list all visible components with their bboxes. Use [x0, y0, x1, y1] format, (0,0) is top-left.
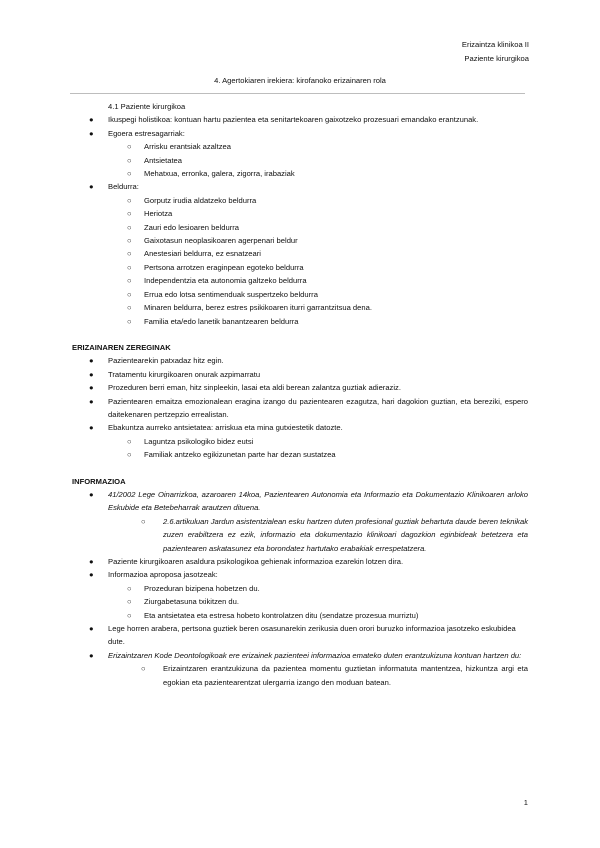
sub-list-item: ○ Ziurgabetasuna txikitzen du.	[72, 595, 528, 608]
section-heading-zereginak: ERIZAINAREN ZEREGINAK	[72, 342, 171, 352]
bullet-icon: ●	[89, 624, 94, 634]
list-item: ● Erizaintzaren Kode Deontologikoak ere erizainek pazienteei informazioa emateko duten erantzukizuna kontuan hartzen du:	[72, 649, 528, 662]
section-heading-4-1: 4.1 Paziente kirurgikoa	[108, 102, 186, 111]
list-item: ● Prozeduren berri eman, hitz sinpleekin, lasai eta aldi berean zalantza guztiak adieraziz.	[72, 381, 528, 394]
list-item: ● Tratamentu kirurgikoaren onurak azpimarratu	[72, 368, 528, 381]
section-heading-informazioa: INFORMAZIOA	[72, 476, 126, 486]
circle-bullet-icon: ○	[127, 249, 132, 259]
sub-list-item: ○ Laguntza psikologiko bidez eutsi	[72, 435, 528, 448]
sub-list-item: ○ Prozeduran bizipena hobetzen du.	[72, 582, 528, 595]
circle-bullet-icon: ○	[127, 583, 132, 593]
circle-bullet-icon: ○	[127, 222, 132, 232]
list-item: ● Paziente kirurgikoaren asaldura psikologikoa gehienak informazioa ezarekin lotzen dira.	[72, 555, 528, 568]
bullet-icon: ●	[89, 423, 94, 433]
sub-list-item: ○ Anestesiari beldurra, ez esnatzeari	[72, 247, 528, 260]
document-body	[72, 100, 528, 689]
bullet-icon: ●	[89, 489, 94, 499]
circle-bullet-icon: ○	[127, 142, 132, 152]
header-divider	[70, 93, 525, 94]
sub-list-item: ○ 2.6.artikuluan Jardun asistentzialean esku hartzen duten profesional guztiak behartuta daude beren teknikak zuzen erabiltzera ez ezik, informazio eta dokumentazio klinikoari dagozkion eginbideak betetzera eta pazientearen askatasunez eta borondatez hartutako erabakiak errespetatzera.	[141, 516, 528, 553]
list-item: ● Pazientearen emaitza emozionalean eragina izango du pazientearen ezagutza, hari dagokion guztian, eta bereziki, espero daitekenaren pertzepzio errealistan.	[89, 396, 528, 419]
header-subtitle: Paziente kirurgikoa	[464, 54, 529, 63]
sub-list-item: ○ Heriotza	[72, 207, 528, 220]
circle-bullet-icon: ○	[127, 155, 132, 165]
bullet-icon: ●	[89, 570, 94, 580]
circle-bullet-icon: ○	[127, 436, 132, 446]
sub-list-item: ○ Minaren beldurra, berez estres psikikoaren iturri garrantzitsua dena.	[72, 301, 528, 314]
sub-list-item: ○ Independentzia eta autonomia galtzeko beldurra	[72, 274, 528, 287]
bullet-icon: ●	[89, 383, 94, 393]
bullet-icon: ●	[89, 557, 94, 566]
circle-bullet-icon: ○	[127, 236, 132, 246]
chapter-title: 4. Agertokiaren irekiera: kirofanoko erizainaren rola	[214, 76, 386, 85]
bullet-icon: ●	[89, 369, 94, 379]
list-item: ● Informazioa aproposa jasotzeak:	[72, 568, 528, 581]
page-number: 1	[523, 798, 528, 807]
header-course-title: Erizaintza klinikoa II	[461, 40, 529, 49]
sub-list-item: ○ Erizaintzaren erantzukizuna da pazientea momentu guztietan informatuta mantentzea, hizkuntza argi eta egokian eta pazientearentzat ulergarria izango den moduan batean.	[141, 664, 528, 687]
circle-bullet-icon: ○	[127, 262, 132, 272]
sub-list-item: ○ Mehatxua, erronka, galera, zigorra, irabaziak	[72, 167, 528, 180]
bullet-icon: ●	[89, 115, 94, 125]
circle-bullet-icon: ○	[141, 516, 146, 526]
list-item: ● Beldurra:	[72, 180, 528, 193]
sub-list-item: ○ Antsietatea	[72, 154, 528, 167]
sub-list-item: ○ Eta antsietatea eta estresa hobeto kontrolatzen ditu (sendatze prozesua murriztu)	[72, 609, 528, 622]
sub-list-item: ○ Errua edo lotsa sentimenduak suspertzeko beldurra	[72, 288, 528, 301]
list-item: ● Pazientearekin patxadaz hitz egin.	[72, 354, 528, 367]
bullet-icon: ●	[89, 356, 94, 366]
sub-list-item: ○ Gaixotasun neoplasikoaren agerpenari beldur	[72, 234, 528, 247]
bullet-icon: ●	[89, 128, 94, 138]
circle-bullet-icon: ○	[127, 276, 132, 286]
circle-bullet-icon: ○	[127, 610, 132, 620]
sub-list-item: ○ Familia eta/edo lanetik banantzearen beldurra	[72, 315, 528, 328]
circle-bullet-icon: ○	[127, 450, 132, 460]
list-item: ● 41/2002 Lege Oinarrizkoa, azaroaren 14koa, Pazientearen Autonomia eta Informazio eta Dokumentazio Klinikoaren arloko Eskubide eta Betebeharrak arautzen dituena.	[89, 489, 528, 513]
circle-bullet-icon: ○	[127, 209, 132, 219]
circle-bullet-icon: ○	[141, 664, 146, 674]
bullet-icon: ●	[89, 650, 94, 660]
circle-bullet-icon: ○	[127, 597, 132, 607]
bullet-icon: ●	[89, 396, 94, 406]
circle-bullet-icon: ○	[127, 169, 132, 179]
sub-list-item: ○ Familiak antzeko egikizunetan parte har dezan sustatzea	[72, 448, 528, 461]
circle-bullet-icon: ○	[127, 303, 132, 313]
sub-list-item: ○ Pertsona arrotzen eraginpean egoteko beldurra	[72, 261, 528, 274]
circle-bullet-icon: ○	[127, 289, 132, 299]
list-item: ● Egoera estresagarriak:	[72, 127, 528, 140]
sub-list-item: ○ Zauri edo lesioaren beldurra	[72, 221, 528, 234]
circle-bullet-icon: ○	[127, 195, 132, 205]
bullet-icon: ●	[89, 182, 94, 192]
sub-list-item: ○ Arrisku erantsiak azaltzea	[72, 140, 528, 153]
list-item: ● Ebakuntza aurreko antsietatea: arriskua eta mina gutxiestetik datozte.	[72, 421, 528, 434]
circle-bullet-icon: ○	[127, 316, 132, 326]
list-item: ● Ikuspegi holistikoa: kontuan hartu pazientea eta senitartekoaren gaixotzeko prozesuari emandako erantzunak.	[72, 113, 528, 126]
list-item: ● Lege horren arabera, pertsona guztiek beren osasunarekin zerikusia duen orori buruzko informazioa jasotzeko eskubidea dute.	[89, 624, 516, 647]
sub-list-item: ○ Gorputz irudia aldatzeko beldurra	[72, 194, 528, 207]
